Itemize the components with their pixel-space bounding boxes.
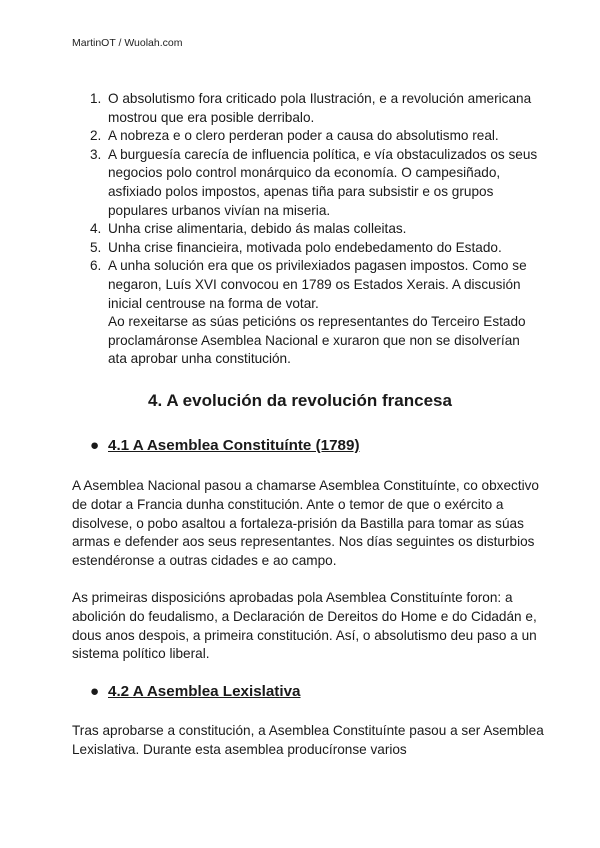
list-item [72,239,542,258]
subsection-title-lexislativa [90,682,300,702]
bullet-icon: ● [90,683,100,700]
subsection-title-constituinte [90,436,360,456]
causes-list [72,90,542,369]
list-text-continuation: Ao rexeitarse as súas peticións os representantes do Terceiro Estado proclamáronse Asemblea Nacional e xuraron que non se disolverían ata aprobar unha constitución. [108,314,526,367]
bullet-icon: ● [90,437,100,454]
list-number: 3. [90,146,102,162]
subsection-title-text: 4.2 A Asemblea Lexislativa [108,683,301,700]
list-number: 5. [90,239,102,255]
list-text: A nobreza e o clero perderan poder a causa do absolutismo real. [108,128,499,144]
paragraph: A Asemblea Nacional pasou a chamarse Asemblea Constituínte, co obxectivo de dotar a Francia dunha constitución. Ante o temor de que o exército a disolvese, o pobo asaltou a fortaleza-prisión da Bastilla para tomar as súas armas e defender aos seus representantes. Nos días seguintes os disturbios estendéronse a outras cidades e ao campo. [72,478,539,569]
list-text: Unha crise alimentaria, debido ás malas colleitas. [108,221,407,237]
list-item [72,220,542,239]
list-item [72,90,542,127]
list-number: 4. [90,221,102,237]
paragraph: As primeiras disposicións aprobadas pola Asemblea Constituínte foron: a abolición do feudalismo, a Declaración de Dereitos do Home e do Cidadán e, dous anos despois, a primeira constitución. Así, o absolutismo deu paso a un sistema político liberal. [72,590,537,662]
list-text: Unha crise financieira, motivada polo endebedamento do Estado. [108,239,502,255]
paragraph: Tras aprobarse a constitución, a Asemblea Constituínte pasou a ser Asemblea Lexislativa. Durante esta asemblea producíronse varios [72,723,544,757]
subsection-title-text: 4.1 A Asemblea Constituínte (1789) [108,437,360,454]
list-number: 2. [90,128,102,144]
list-item [72,146,542,220]
list-text: A unha solución era que os privilexiados pagasen impostos. Como se negaron, Luís XVI convocou en 1789 os Estados Xerais. A discusión inicial centrouse na forma de votar. [108,258,527,311]
section-title: 4. A evolución da revolución francesa [148,391,452,410]
list-number: 6. [90,258,102,274]
list-number: 1. [90,91,102,106]
list-text: A burguesía carecía de influencia política, e vía obstaculizados os seus negocios polo control monárquico da economía. O campesiñado, asfixiado polos impostos, apenas tiña para subsistir e os grupos populares urbanos vivían na miseria. [108,146,538,218]
list-item [72,257,542,369]
page-header: MartinOT / Wuolah.com [72,37,183,49]
list-text: O absolutismo fora criticado pola Ilustración, e a revolución americana mostrou que era posible derribalo. [108,91,532,125]
list-item [72,127,542,146]
